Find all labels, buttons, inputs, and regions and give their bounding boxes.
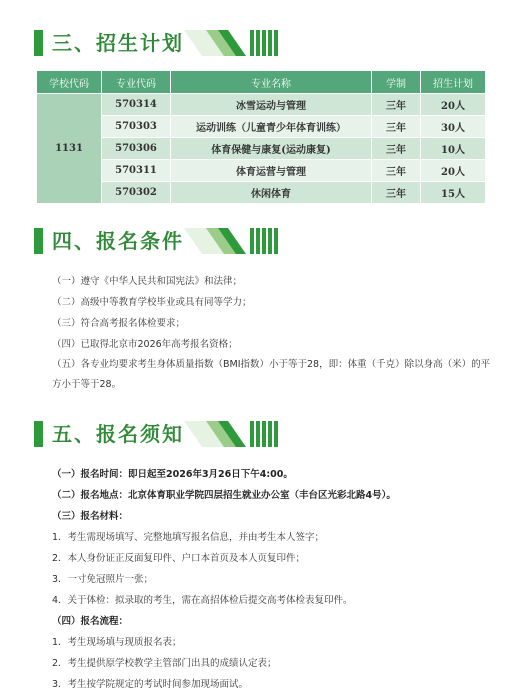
major-name-cell: 休闲体育 — [171, 182, 372, 204]
table-row — [37, 182, 486, 204]
list-item: 2．考生提供原学校教学主管部门出具的成绩认定表； — [52, 658, 277, 669]
major-name-cell: 体育运营与管理 — [171, 160, 372, 182]
notice-list — [52, 464, 512, 695]
section-title: 四、报名条件 — [52, 229, 184, 253]
header-duration: 学制 — [372, 71, 421, 94]
heading-bar — [34, 30, 43, 56]
list-item: 3．一寸免冠照片一张； — [52, 574, 154, 585]
quota-cell: 30人 — [421, 116, 486, 138]
header-school-code: 学校代码 — [37, 71, 102, 94]
major-name-cell: 体育保健与康复(运动康复) — [171, 138, 372, 160]
list-item: 3．考生按学院规定的考试时间参加现场面试。 — [52, 679, 249, 690]
list-item: （二）高级中等教育学校毕业或具有同等学力； — [52, 297, 252, 308]
list-item: 1．考生现场填与现质报名表； — [52, 637, 182, 648]
major-code-cell: 570314 — [102, 94, 171, 116]
major-name-cell: 冰雪运动与管理 — [171, 94, 372, 116]
header-major-name: 专业名称 — [171, 71, 372, 94]
duration-cell: 三年 — [372, 138, 421, 160]
list-item: 4．关于体检：拟录取的考生，需在高招体检后提交高考体检表复印件。 — [52, 595, 353, 606]
major-code-cell: 570302 — [102, 182, 171, 204]
list-item: （一）报名时间：即日起至2026年3月26日下午4:00。 — [52, 469, 293, 480]
stripe-decoration-icon — [184, 30, 294, 56]
table-row — [37, 116, 486, 138]
list-item: （四）报名流程： — [52, 616, 129, 627]
header-quota: 招生计划 — [421, 71, 486, 94]
section-heading-conditions — [34, 226, 254, 256]
list-item: （三）符合高考报名体检要求； — [52, 318, 186, 329]
stripe-decoration-icon — [184, 421, 294, 447]
duration-cell: 三年 — [372, 182, 421, 204]
header-major-code: 专业代码 — [102, 71, 171, 94]
major-name-cell: 运动训练（儿童青少年体育训练） — [171, 116, 372, 138]
table-row — [37, 138, 486, 160]
duration-cell: 三年 — [372, 116, 421, 138]
list-item: （二）报名地点：北京体育职业学院四层招生就业办公室（丰台区光彩北路4号）。 — [52, 490, 396, 501]
list-item: （三）报名材料： — [52, 511, 129, 522]
list-item: （五）各专业均要求考生身体质量指数（BMI指数）小于等于28，即：体重（千克）除以身高（米）的平方小于等于28。 — [52, 359, 491, 390]
list-item: 2．本人身份证正反面复印件、户口本首页及本人页复印件； — [52, 553, 306, 564]
duration-cell: 三年 — [372, 160, 421, 182]
table-row — [37, 94, 486, 116]
quota-cell: 20人 — [421, 94, 486, 116]
heading-bar — [34, 228, 43, 254]
heading-bar — [34, 421, 43, 447]
list-item: 1．考生需现场填写、完整地填写报名信息，并由考生本人签字； — [52, 532, 325, 543]
table-header-row — [37, 71, 486, 94]
section-title: 三、招生计划 — [52, 31, 184, 55]
major-code-cell: 570306 — [102, 138, 171, 160]
section-heading-notice — [34, 419, 254, 449]
duration-cell: 三年 — [372, 94, 421, 116]
quota-cell: 20人 — [421, 160, 486, 182]
conditions-list — [52, 271, 512, 395]
major-code-cell: 570311 — [102, 160, 171, 182]
enrollment-plan-table — [36, 70, 486, 204]
list-item: （四）已取得北京市2026年高考报名资格； — [52, 339, 238, 350]
major-code-cell: 570303 — [102, 116, 171, 138]
stripe-decoration-icon — [184, 228, 294, 254]
list-item: （一）遵守《中华人民共和国宪法》和法律； — [52, 276, 243, 287]
school-code-cell: 1131 — [37, 94, 102, 204]
section-heading-plan — [34, 28, 254, 58]
section-title: 五、报名须知 — [52, 422, 184, 446]
table-row — [37, 160, 486, 182]
quota-cell: 10人 — [421, 138, 486, 160]
quota-cell: 15人 — [421, 182, 486, 204]
